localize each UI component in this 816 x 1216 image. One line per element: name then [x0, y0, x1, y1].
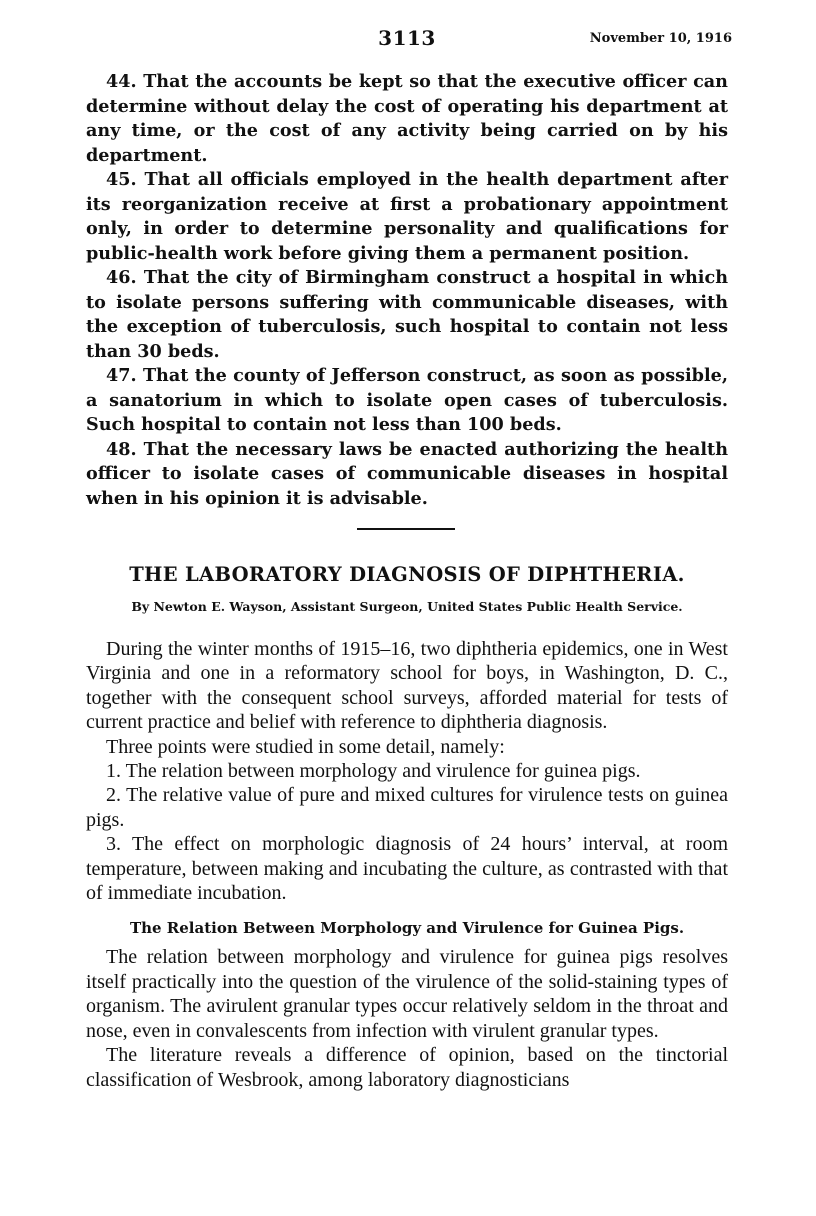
running-header: [86, 26, 732, 54]
section-divider: [357, 528, 455, 530]
recommendation-item: 44. That the accounts be kept so that the executive officer can determine without delay the cost of operating his department at any time, or the cost of any activity being carried on by his department.: [86, 71, 728, 166]
recommendation-item: 45. That all officials employed in the health department after its reorganization receive at first a probationary appointment only, in order to determine personality and qualifications for public-health work before giving them a permanent position.: [86, 169, 728, 264]
page-number: 3113: [378, 26, 436, 50]
article-byline: By Newton E. Wayson, Assistant Surgeon, United States Public Health Service.: [131, 599, 683, 614]
body-paragraph: The relation between morphology and virulence for guinea pigs resolves itself practically into the question of the virulence of the solid-staining types of organism. The avirulent granular types occur relatively seldom in the throat and nose, even in convalescents from infection with virulent granular types.: [86, 946, 728, 1042]
recommendation-item: 47. That the county of Jefferson construct, as soon as possible, a sanatorium in which to isolate open cases of tuberculosis. Such hospital to contain not less than 100 beds.: [86, 365, 728, 435]
article-title: THE LABORATORY DIAGNOSIS OF DIPHTHERIA.: [129, 563, 685, 586]
point-item: 2. The relative value of pure and mixed cultures for virulence tests on guinea pigs.: [86, 784, 728, 831]
recommendation-item: 48. That the necessary laws be enacted authorizing the health officer to isolate cases of communicable diseases in hospital when in his opinion it is advisable.: [86, 438, 728, 509]
header-date: November 10, 1916: [589, 31, 732, 46]
recommendation-item: 46. That the city of Birmingham construct a hospital in which to isolate persons suffering with communicable diseases, with the exception of tuberculosis, such hospital to contain not less than 30 beds.: [86, 267, 728, 362]
recommendations-list: [86, 70, 728, 511]
points-intro: Three points were studied in some detail, namely:: [106, 735, 505, 758]
point-item: 1. The relation between morphology and virulence for guinea pigs.: [106, 760, 641, 783]
article-body: [86, 637, 728, 1092]
point-item: 3. The effect on morphologic diagnosis of 24 hours’ interval, at room temperature, between making and incubating the culture, as contrasted with that of immediate incubation.: [86, 833, 728, 905]
body-paragraph: The literature reveals a difference of opinion, based on the tinctorial classification of Wesbrook, among laboratory diagnosticians: [86, 1044, 728, 1091]
section-subheading: The Relation Between Morphology and Virulence for Guinea Pigs.: [129, 919, 685, 938]
intro-paragraph: During the winter months of 1915–16, two diphtheria epidemics, one in West Virginia and one in a reformatory school for boys, in Washington, D. C., together with the consequent school surveys, afforded material for tests of current practice and belief with reference to diphtheria diagnosis.: [86, 638, 728, 734]
